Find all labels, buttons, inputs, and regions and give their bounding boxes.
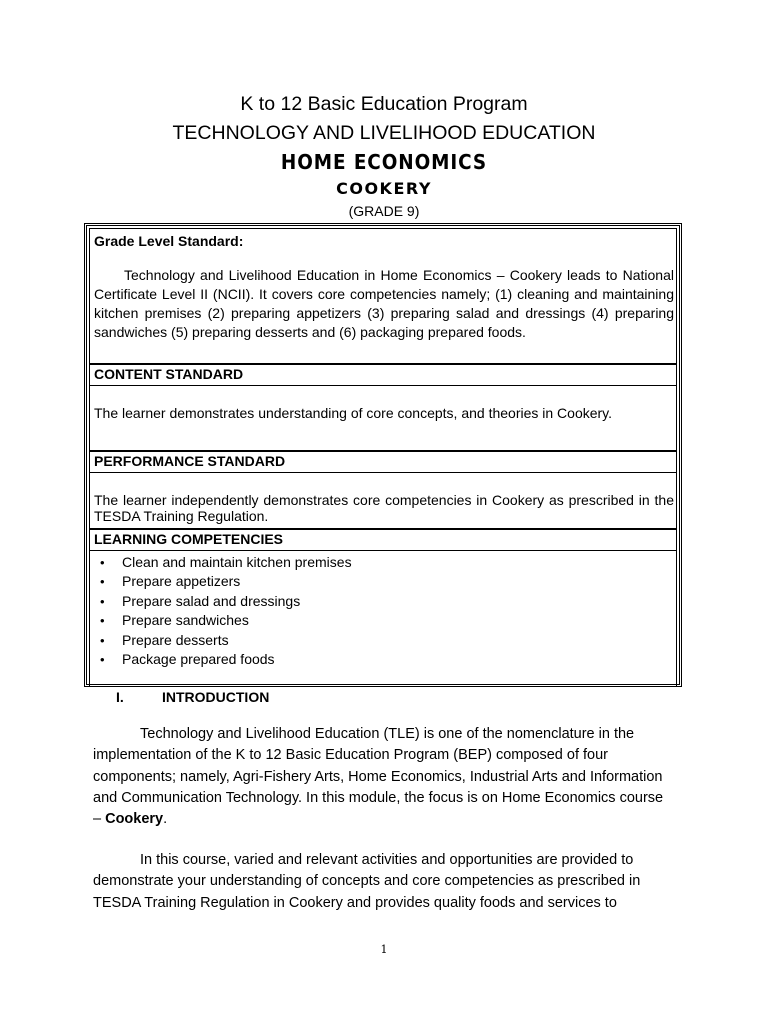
area-title: HOME ECONOMICS: [280, 150, 488, 174]
content-standard-text: The learner demonstrates understanding of core concepts, and theories in Cookery.: [94, 405, 613, 421]
grade-level-text: Technology and Livelihood Education in Home Economics – Cookery leads to National Certificate Level II (NCII). It covers core competencies namely; (1) cleaning and maintaining kitchen premises (2) preparing appetizers (3) preparing salad and dressings (4) preparing sandwiches (5) preparing desserts and (6) packaging prepared foods.: [94, 267, 674, 340]
divider: [89, 385, 677, 386]
page-number: 1: [380, 943, 388, 956]
paragraph-text: Technology and Livelihood Education (TLE) is one of the nomenclature in the implementation of the K to 12 Basic Education Program (BEP) composed of four components; namely, Agri-Fishery Arts, Home Economics, Industrial Arts and Information and Communication Technology. In this module, the focus is on Home Economics course –: [93, 726, 664, 828]
learning-competencies-section: [89, 529, 677, 687]
introduction-heading: [116, 689, 269, 705]
grade-level-title: Grade Level Standard:: [94, 233, 244, 249]
grade-level-section: [89, 228, 677, 364]
introduction-paragraph-1: [93, 724, 673, 830]
course-name: Cookery: [105, 811, 164, 828]
learning-competencies-title: LEARNING COMPETENCIES: [94, 531, 284, 547]
divider: [89, 472, 677, 473]
performance-standard-title: PERFORMANCE STANDARD: [94, 453, 286, 469]
list-item: • Prepare sandwiches: [90, 611, 352, 630]
list-item: • Clean and maintain kitchen premises: [90, 553, 352, 572]
course-title: COOKERY: [336, 179, 432, 198]
program-title: K to 12 Basic Education Program: [240, 93, 528, 115]
paragraph-end: .: [163, 811, 168, 828]
subject-title: TECHNOLOGY AND LIVELIHOOD EDUCATION: [172, 122, 596, 144]
list-item: • Package prepared foods: [90, 650, 352, 669]
section-number: I.: [116, 689, 124, 705]
content-standard-section: [89, 364, 677, 451]
list-item: • Prepare desserts: [90, 631, 352, 650]
performance-standard-section: [89, 451, 677, 529]
introduction-paragraph-2: In this course, varied and relevant activities and opportunities are provided to demonstrate your understanding of concepts and core competencies as prescribed in TESDA Training Regulation in Cookery and provides quality foods and services to: [93, 852, 641, 911]
section-title: INTRODUCTION: [162, 689, 270, 705]
divider: [89, 550, 677, 551]
content-standard-title: CONTENT STANDARD: [94, 366, 244, 382]
list-item: • Prepare salad and dressings: [90, 592, 352, 611]
list-item: • Prepare appetizers: [90, 572, 352, 591]
grade-label: (GRADE 9): [348, 203, 420, 219]
performance-standard-text: The learner independently demonstrates core competencies in Cookery as prescribed in the TESDA Training Regulation.: [94, 492, 674, 524]
